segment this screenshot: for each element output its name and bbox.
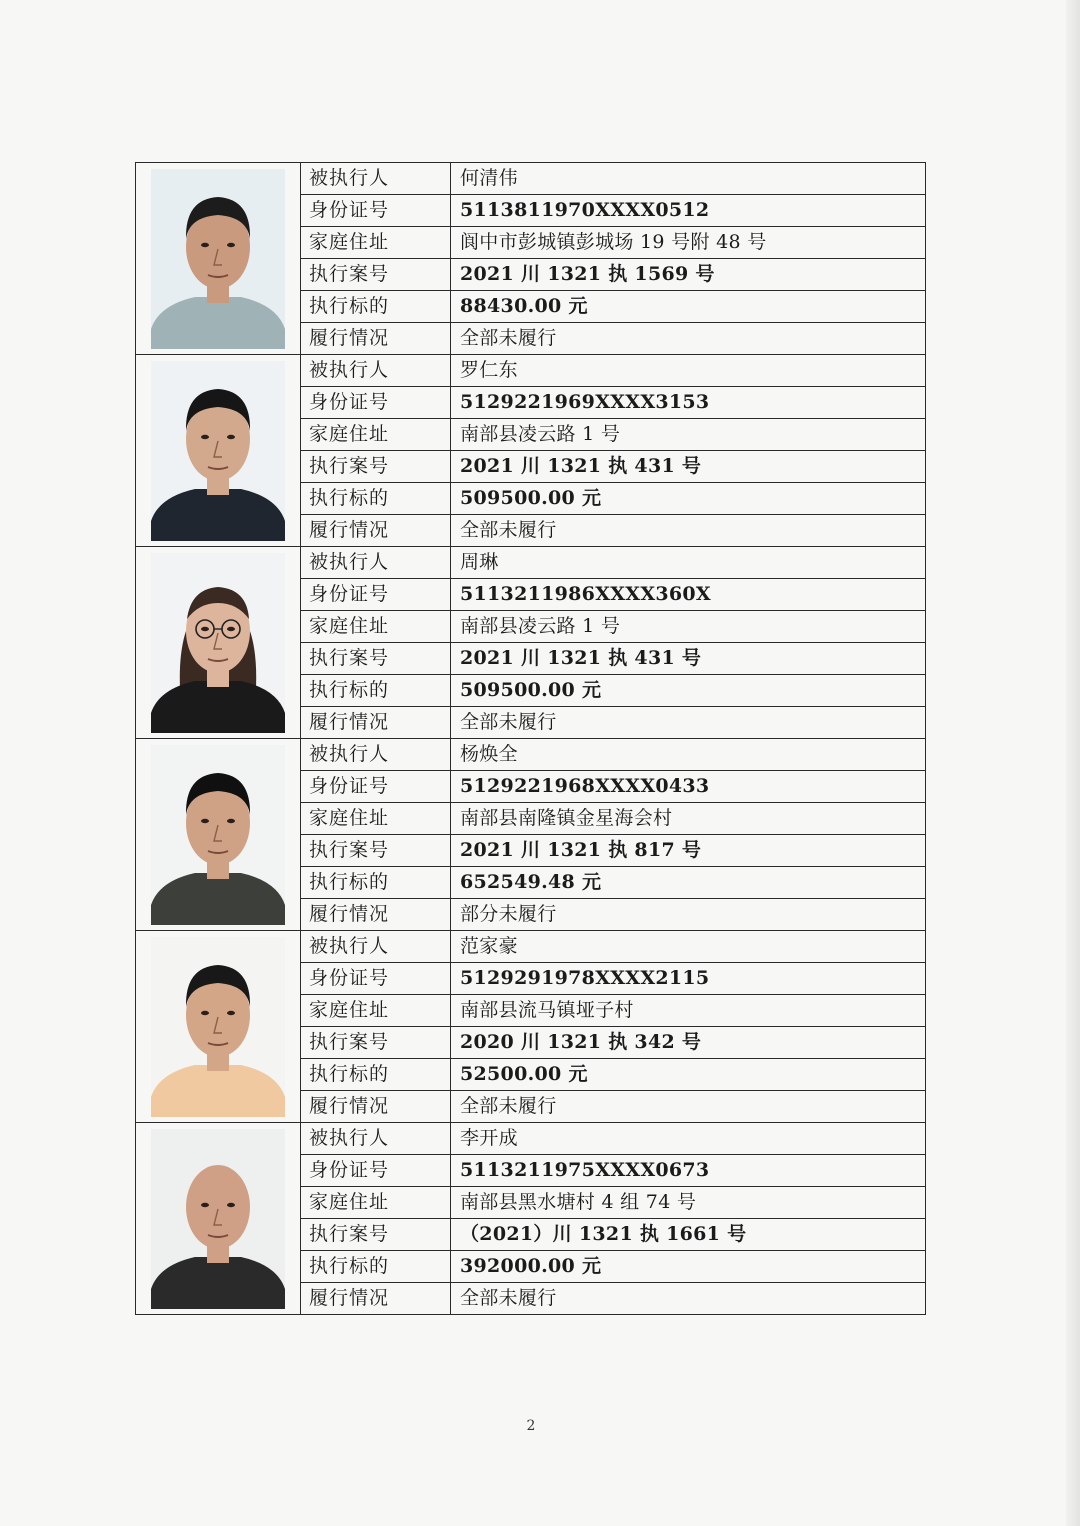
field-value-id: 5113211975XXXX0673 [451, 1155, 926, 1187]
record-row-name [136, 739, 926, 771]
record-row-name [136, 931, 926, 963]
field-label-status: 履行情况 [301, 515, 451, 547]
field-value-case: 2021 川 1321 执 431 号 [451, 643, 926, 675]
record-row-name [136, 355, 926, 387]
field-value-amount: 52500.00 元 [451, 1059, 926, 1091]
field-label-status: 履行情况 [301, 323, 451, 355]
field-label-id: 身份证号 [301, 1155, 451, 1187]
photo-cell [136, 547, 301, 739]
field-label-name: 被执行人 [301, 1123, 451, 1155]
field-label-amount: 执行标的 [301, 1059, 451, 1091]
person-portrait-icon [151, 169, 285, 349]
field-value-address: 南部县南隆镇金星海会村 [451, 803, 926, 835]
field-label-status: 履行情况 [301, 707, 451, 739]
field-label-status: 履行情况 [301, 1091, 451, 1123]
field-value-amount: 509500.00 元 [451, 675, 926, 707]
field-label-status: 履行情况 [301, 899, 451, 931]
field-label-address: 家庭住址 [301, 419, 451, 451]
photo-cell [136, 163, 301, 355]
field-value-amount: 392000.00 元 [451, 1251, 926, 1283]
field-label-address: 家庭住址 [301, 227, 451, 259]
field-value-status: 全部未履行 [451, 515, 926, 547]
field-value-name: 何清伟 [451, 163, 926, 195]
field-label-name: 被执行人 [301, 931, 451, 963]
field-value-id: 5129291978XXXX2115 [451, 963, 926, 995]
judgment-debtor-table [135, 162, 926, 1315]
field-label-id: 身份证号 [301, 771, 451, 803]
field-value-address: 阆中市彭城镇彭城场 19 号附 48 号 [451, 227, 926, 259]
field-label-address: 家庭住址 [301, 1187, 451, 1219]
person-portrait-icon [151, 553, 285, 733]
field-label-address: 家庭住址 [301, 803, 451, 835]
field-label-id: 身份证号 [301, 963, 451, 995]
field-value-name: 杨焕全 [451, 739, 926, 771]
person-portrait-icon [151, 745, 285, 925]
photo-cell [136, 931, 301, 1123]
field-label-case: 执行案号 [301, 643, 451, 675]
field-label-amount: 执行标的 [301, 483, 451, 515]
field-label-status: 履行情况 [301, 1283, 451, 1315]
field-value-name: 罗仁东 [451, 355, 926, 387]
field-label-name: 被执行人 [301, 739, 451, 771]
record-row-name [136, 1123, 926, 1155]
field-value-address: 南部县凌云路 1 号 [451, 419, 926, 451]
field-value-amount: 652549.48 元 [451, 867, 926, 899]
field-label-address: 家庭住址 [301, 611, 451, 643]
field-value-address: 南部县流马镇垭子村 [451, 995, 926, 1027]
field-value-address: 南部县黑水塘村 4 组 74 号 [451, 1187, 926, 1219]
field-label-case: 执行案号 [301, 1219, 451, 1251]
field-value-name: 周琳 [451, 547, 926, 579]
field-value-id: 5113811970XXXX0512 [451, 195, 926, 227]
field-value-case: 2021 川 1321 执 1569 号 [451, 259, 926, 291]
person-portrait-icon [151, 1129, 285, 1309]
page-number: 2 [526, 1418, 536, 1434]
field-label-case: 执行案号 [301, 259, 451, 291]
field-value-address: 南部县凌云路 1 号 [451, 611, 926, 643]
field-value-status: 全部未履行 [451, 707, 926, 739]
photo-cell [136, 739, 301, 931]
record-row-name [136, 163, 926, 195]
photo-cell [136, 355, 301, 547]
scan-page-edge [1066, 0, 1080, 1526]
field-label-case: 执行案号 [301, 451, 451, 483]
field-label-address: 家庭住址 [301, 995, 451, 1027]
field-value-id: 5129221968XXXX0433 [451, 771, 926, 803]
field-value-status: 部分未履行 [451, 899, 926, 931]
field-value-status: 全部未履行 [451, 323, 926, 355]
field-label-id: 身份证号 [301, 387, 451, 419]
field-label-name: 被执行人 [301, 355, 451, 387]
field-label-amount: 执行标的 [301, 1251, 451, 1283]
field-value-case: 2021 川 1321 执 431 号 [451, 451, 926, 483]
field-value-case: 2020 川 1321 执 342 号 [451, 1027, 926, 1059]
person-portrait-icon [151, 361, 285, 541]
field-value-amount: 88430.00 元 [451, 291, 926, 323]
field-label-amount: 执行标的 [301, 867, 451, 899]
field-value-amount: 509500.00 元 [451, 483, 926, 515]
field-label-id: 身份证号 [301, 195, 451, 227]
field-label-case: 执行案号 [301, 1027, 451, 1059]
field-label-case: 执行案号 [301, 835, 451, 867]
record-row-name [136, 547, 926, 579]
field-label-name: 被执行人 [301, 163, 451, 195]
field-label-amount: 执行标的 [301, 291, 451, 323]
field-value-status: 全部未履行 [451, 1283, 926, 1315]
field-value-case: 2021 川 1321 执 817 号 [451, 835, 926, 867]
field-value-name: 李开成 [451, 1123, 926, 1155]
field-value-id: 5129221969XXXX3153 [451, 387, 926, 419]
field-value-status: 全部未履行 [451, 1091, 926, 1123]
field-label-id: 身份证号 [301, 579, 451, 611]
field-label-amount: 执行标的 [301, 675, 451, 707]
photo-cell [136, 1123, 301, 1315]
field-value-name: 范家豪 [451, 931, 926, 963]
field-value-id: 5113211986XXXX360X [451, 579, 926, 611]
field-label-name: 被执行人 [301, 547, 451, 579]
person-portrait-icon [151, 937, 285, 1117]
field-value-case: （2021）川 1321 执 1661 号 [451, 1219, 926, 1251]
